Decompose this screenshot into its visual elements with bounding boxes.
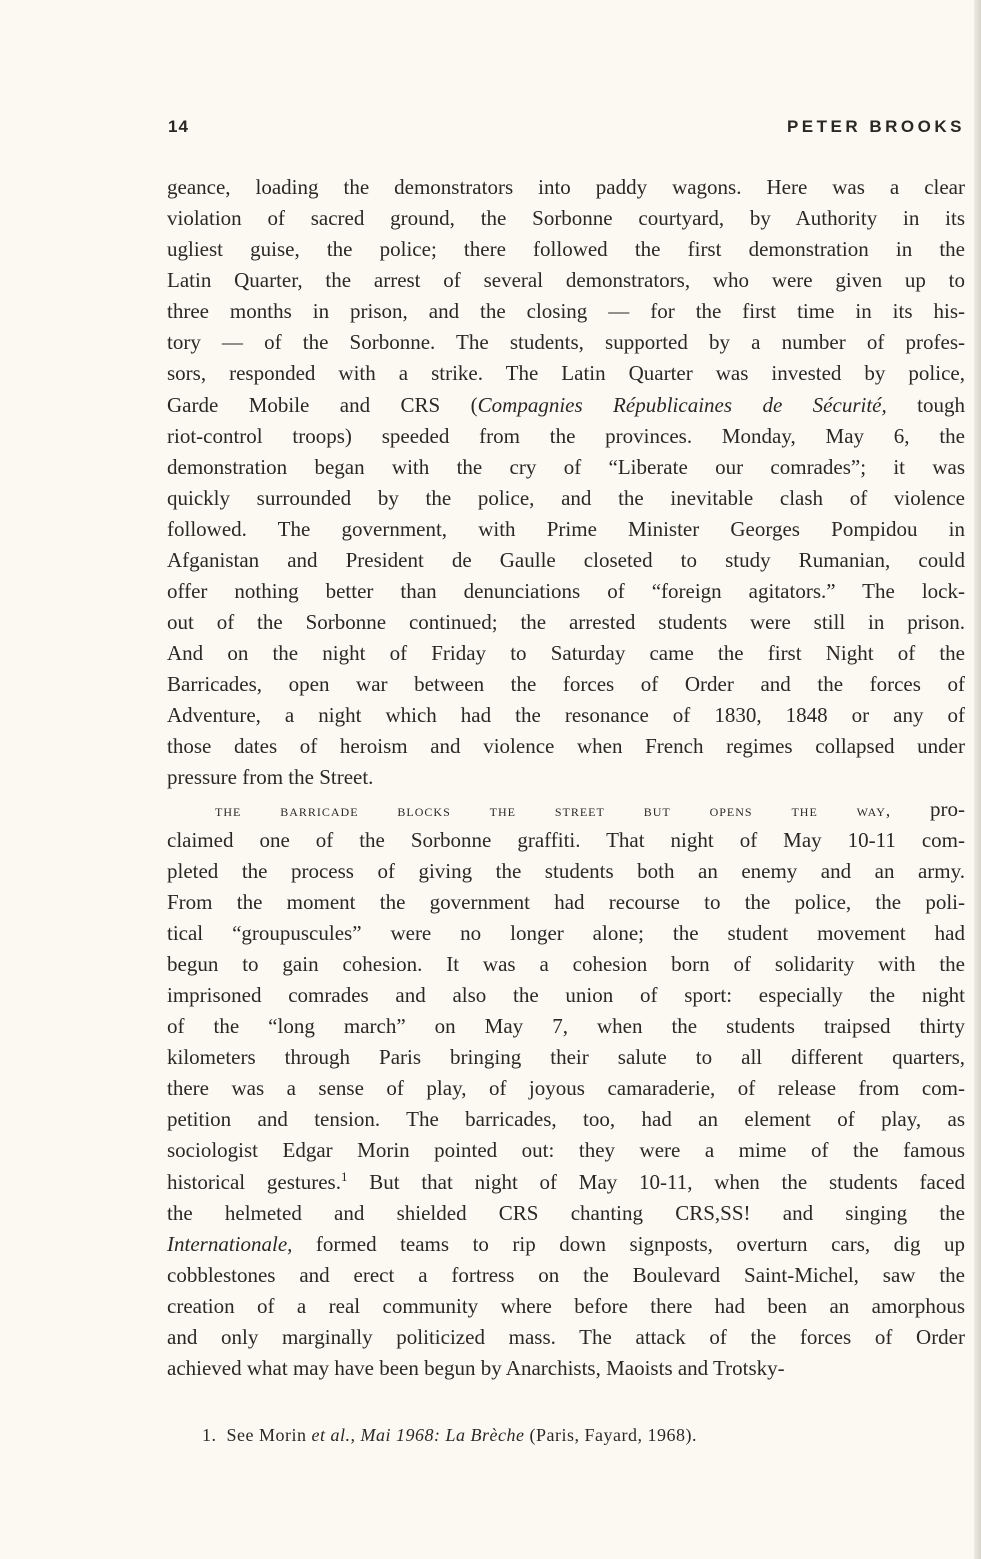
text-run: followed. The government, with Prime Minister Georges Pompidou in — [167, 516, 965, 541]
text-line — [167, 607, 965, 638]
text-line — [167, 576, 965, 607]
text-line — [167, 1229, 965, 1260]
text-run: cobblestones and erect a fortress on the Boulevard Saint-Michel, saw the — [167, 1262, 965, 1287]
text-run: historical gestures. — [167, 1169, 341, 1194]
text-line — [167, 1011, 965, 1042]
text-run: creation of a real community where before there had been an amorphous — [167, 1293, 965, 1318]
text-line — [167, 669, 965, 700]
text-line — [167, 172, 965, 203]
text-line — [167, 514, 965, 545]
page-edge-shadow — [974, 0, 981, 1559]
text-run: there was a sense of play, of joyous camaraderie, of release from com- — [167, 1076, 965, 1101]
text-run: those dates of heroism and violence when French regimes collapsed under — [167, 734, 965, 759]
text-run: out of the Sorbonne continued; the arrested students were still in prison. — [167, 610, 965, 635]
text-line — [167, 296, 965, 327]
text-run: three months in prison, and the closing — for the first time in its his- — [167, 299, 965, 324]
italic-text: Compagnies Républicaines de Sécurité, — [477, 392, 887, 417]
text-line — [167, 1260, 965, 1291]
text-run: Garde Mobile and CRS ( — [167, 392, 478, 417]
text-run: Barricades, open war between the forces of Order and the forces of — [167, 672, 965, 697]
text-run: quickly surrounded by the police, and the inevitable clash of violence — [167, 485, 965, 510]
text-run: formed teams to rip down signposts, overturn cars, dig up — [292, 1231, 965, 1256]
text-line — [167, 1073, 965, 1104]
text-line — [167, 731, 965, 762]
body-text — [167, 172, 965, 1384]
text-line — [167, 918, 965, 949]
text-line — [167, 421, 965, 452]
text-line — [167, 234, 965, 265]
text-run: (Paris, Fayard, 1968). — [524, 1425, 697, 1445]
text-line — [167, 1135, 965, 1166]
text-run: begun to gain cohesion. It was a cohesion born of solidarity with the — [167, 951, 965, 976]
text-line — [167, 856, 965, 887]
text-line — [167, 1291, 965, 1322]
text-run: kilometers through Paris bringing their salute to all different quarters, — [167, 1045, 965, 1070]
text-run: But that night of May 10-11, when the students faced — [347, 1169, 965, 1194]
text-line — [167, 483, 965, 514]
text-run: claimed one of the Sorbonne graffiti. That night of May 10-11 com- — [167, 827, 965, 852]
text-line — [167, 1322, 965, 1353]
text-run: tical “groupuscules” were no longer alone; the student movement had — [167, 920, 965, 945]
footnote-marker: 1 — [340, 1168, 348, 1184]
text-run: Latin Quarter, the arrest of several demonstrators, who were given up to — [167, 268, 965, 293]
text-run: geance, loading the demonstrators into paddy wagons. Here was a clear — [167, 175, 965, 199]
text-run: demonstration began with the cry of “Liberate our comrades”; it was — [167, 454, 965, 479]
text-line — [167, 887, 965, 918]
text-run: pressure from the Street. — [167, 765, 374, 790]
text-run: and only marginally politicized mass. The attack of the forces of Order — [167, 1324, 965, 1349]
text-line — [167, 1104, 965, 1135]
text-run: And on the night of Friday to Saturday came the first Night of the — [167, 641, 965, 666]
text-run: ugliest guise, the police; there followed the first demonstration in the — [167, 237, 965, 262]
text-run: Adventure, a night which had the resonance of 1830, 1848 or any of — [167, 703, 965, 728]
text-line — [167, 794, 965, 825]
text-run: of the “long march” on May 7, when the students traipsed thirty — [167, 1014, 965, 1039]
text-line — [167, 452, 965, 483]
paragraph — [167, 794, 965, 1384]
text-line — [167, 327, 965, 358]
text-line — [167, 825, 965, 856]
page-number: 14 — [168, 117, 189, 136]
text-run: petition and tension. The barricades, too, had an element of play, as — [167, 1107, 965, 1132]
text-line — [167, 203, 965, 234]
running-head: PETER BROOKS — [786, 117, 965, 136]
text-line — [167, 1198, 965, 1229]
text-line — [167, 638, 965, 669]
text-run: tough — [886, 392, 965, 417]
text-run: offer nothing better than denunciations of “foreign agitators.” The lock- — [167, 579, 965, 604]
small-caps-text: the barricade blocks the street but opens the way, — [215, 800, 892, 820]
text-line — [167, 980, 965, 1011]
text-line — [167, 700, 965, 731]
text-line — [167, 390, 965, 421]
text-line — [167, 1353, 965, 1384]
text-run: From the moment the government had recourse to the police, the poli- — [167, 889, 965, 914]
text-run: sociologist Edgar Morin pointed out: they were a mime of the famous — [167, 1138, 965, 1163]
text-run: pro- — [891, 796, 965, 821]
text-run: 1. See Morin — [202, 1425, 312, 1445]
text-run: Afganistan and President de Gaulle closeted to study Rumanian, could — [167, 547, 965, 572]
text-line — [167, 265, 965, 296]
text-line — [167, 949, 965, 980]
text-line — [167, 1167, 965, 1198]
text-line — [167, 1042, 965, 1073]
text-run: sors, responded with a strike. The Latin Quarter was invested by police, — [167, 361, 965, 386]
paragraph — [167, 172, 965, 794]
text-run: tory — of the Sorbonne. The students, supported by a number of profes- — [167, 330, 965, 355]
text-run: achieved what may have been begun by Anarchists, Maoists and Trotsky- — [167, 1355, 785, 1380]
text-run: pleted the process of giving the students both an enemy and an army. — [167, 858, 965, 883]
text-run: riot-control troops) speeded from the provinces. Monday, May 6, the — [167, 423, 965, 448]
italic-text: et al., Mai 1968: La Brèche — [311, 1425, 525, 1445]
text-line — [167, 358, 965, 389]
text-line — [167, 762, 965, 793]
text-line — [167, 545, 965, 576]
text-run: the helmeted and shielded CRS chanting CRS,SS! and singing the — [167, 1200, 965, 1225]
italic-text: Internationale, — [167, 1231, 293, 1256]
text-run: imprisoned comrades and also the union of sport: especially the night — [167, 983, 965, 1008]
text-run: violation of sacred ground, the Sorbonne courtyard, by Authority in its — [167, 206, 965, 231]
footnote — [202, 1425, 697, 1446]
